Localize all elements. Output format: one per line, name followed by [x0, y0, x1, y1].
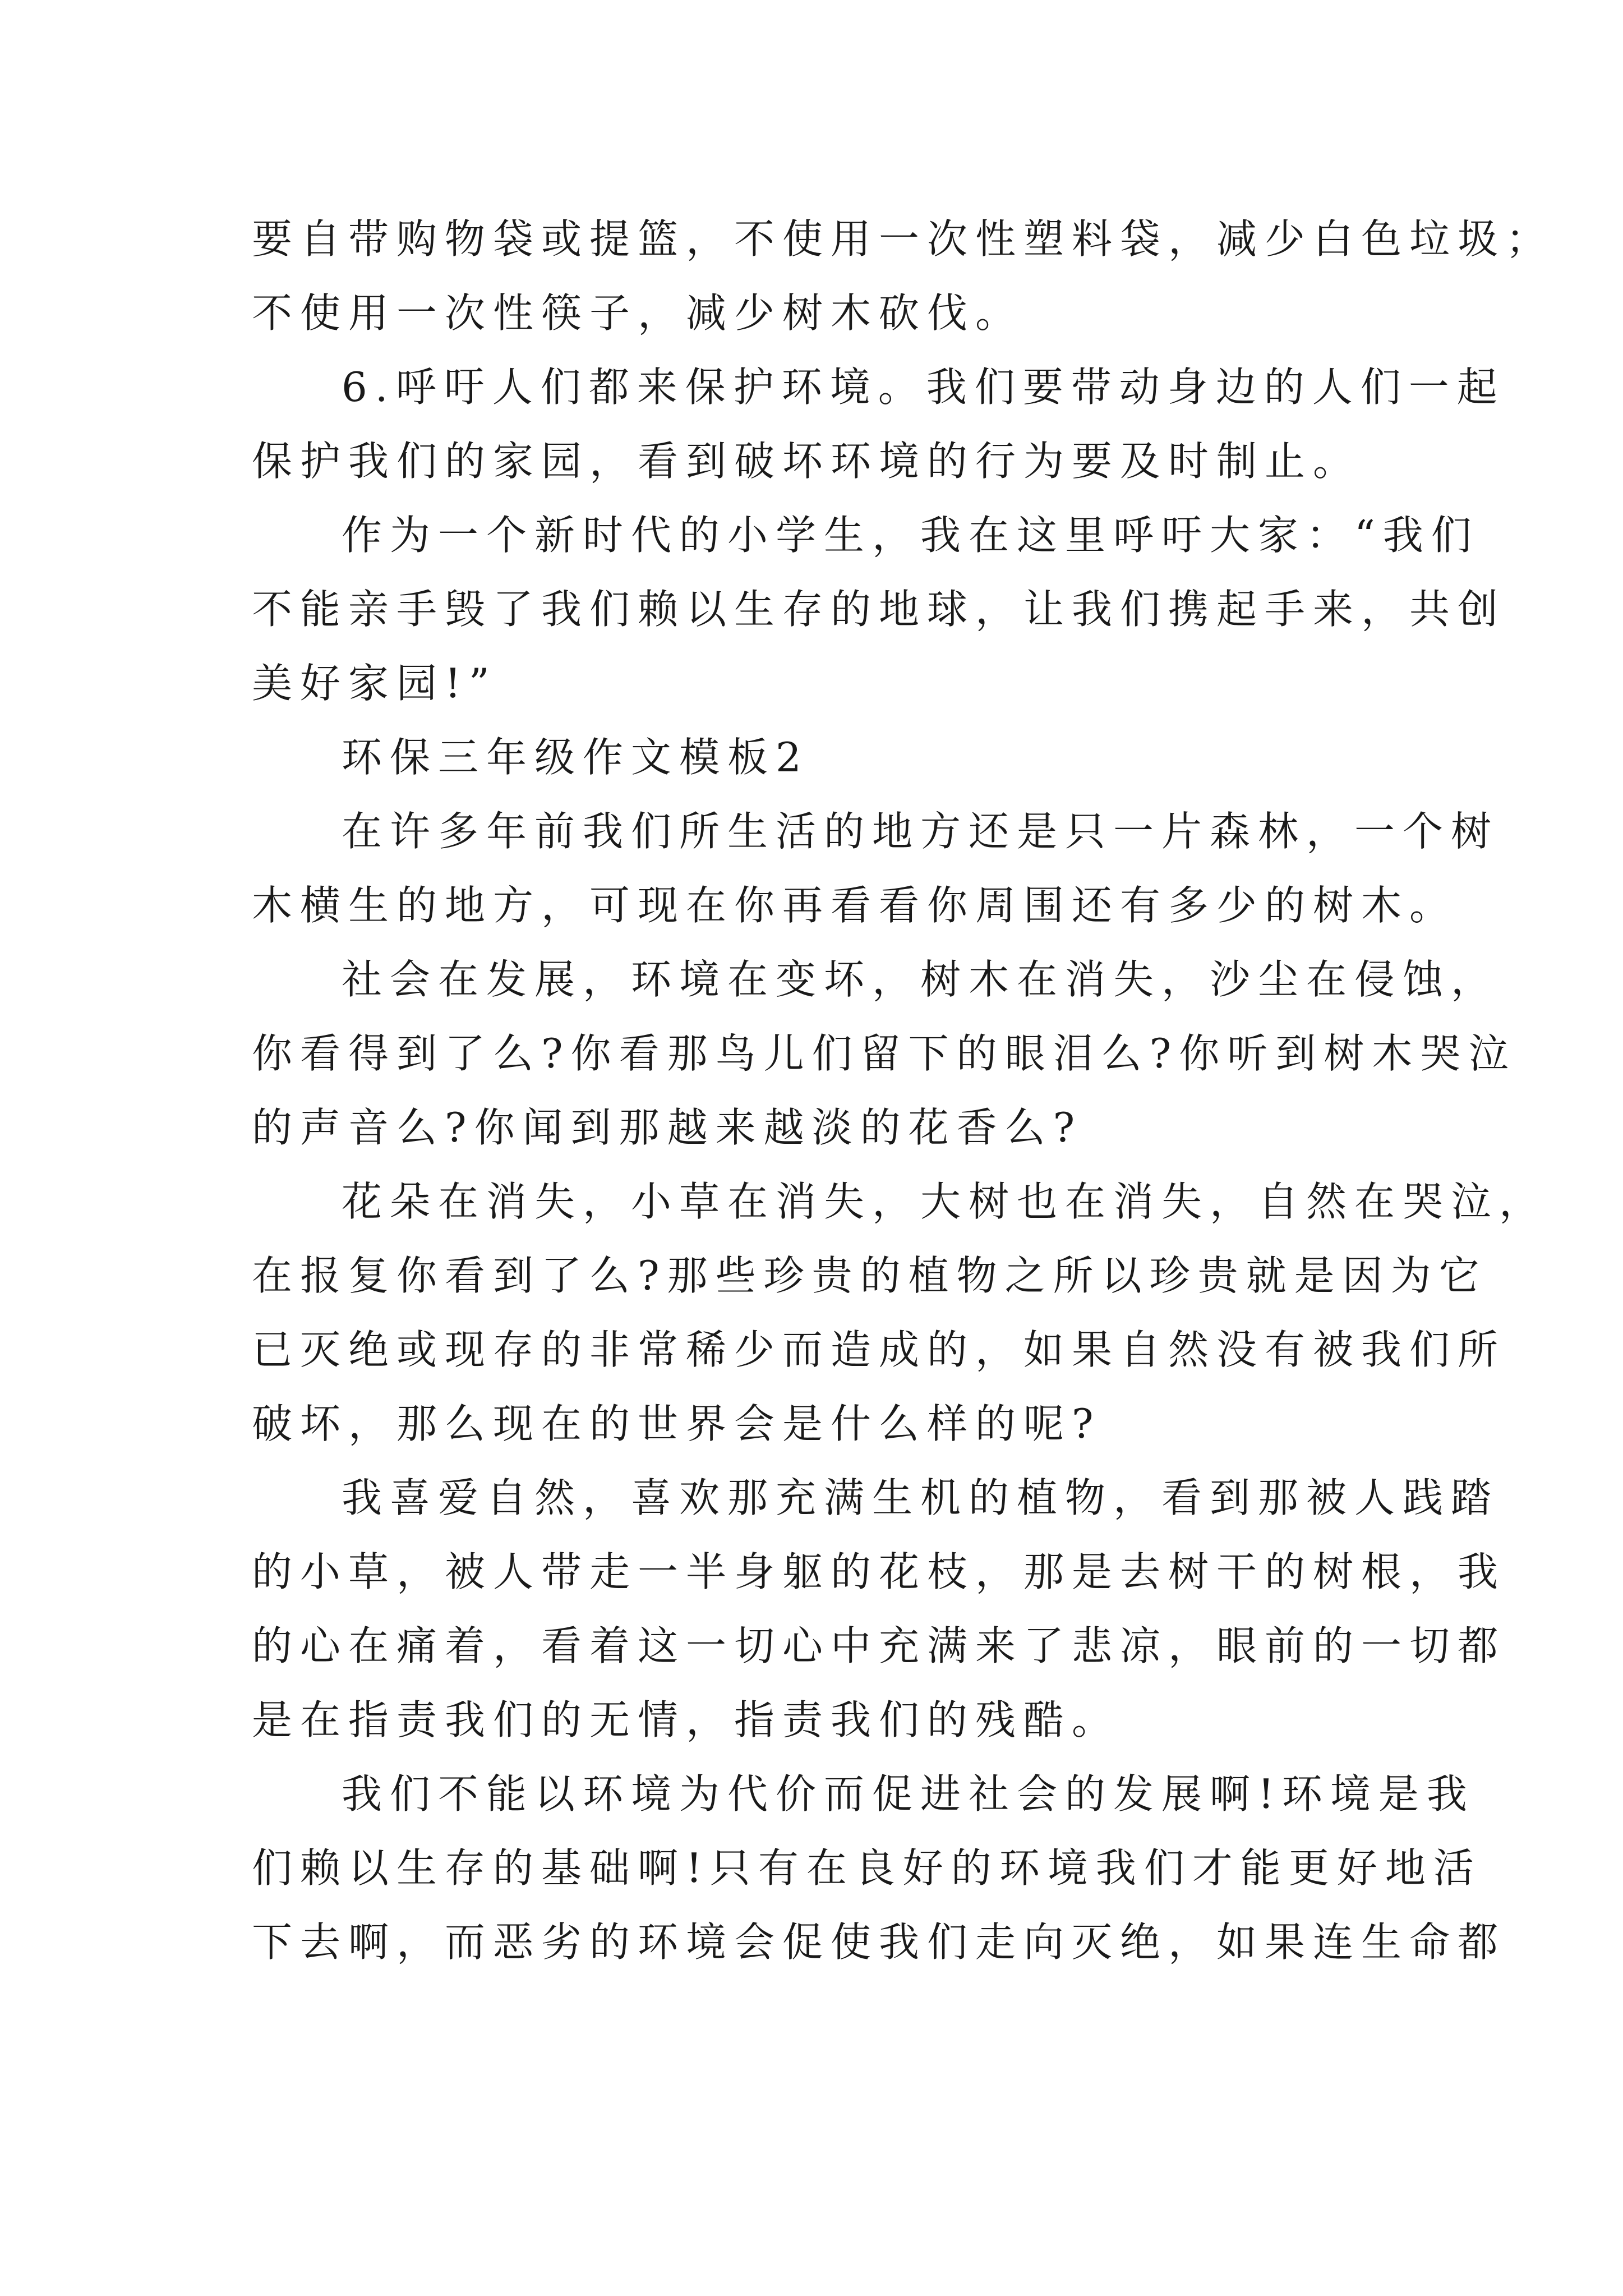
paragraph-start-line: 我们不能以环境为代价而促进社会的发展啊!环境是我 — [342, 1770, 1475, 1818]
text-line: 美好家园!” — [252, 660, 497, 707]
text-line: 要自带购物袋或提篮，不使用一次性塑料袋，减少白色垃圾； — [252, 215, 1555, 263]
text-line: 已灭绝或现存的非常稀少而造成的，如果自然没有被我们所 — [252, 1326, 1506, 1373]
paragraph-start-line: 6.呼吁人们都来保护环境。我们要带动身边的人们一起 — [342, 364, 1505, 411]
text-line: 木横生的地方，可现在你再看看你周围还有多少的树木。 — [252, 882, 1458, 929]
paragraph-start-line: 我喜爱自然，喜欢那充满生机的植物，看到那被人践踏 — [342, 1474, 1500, 1521]
paragraph-start-line: 在许多年前我们所生活的地方还是只一片森林，一个树 — [342, 808, 1500, 855]
text-line: 不使用一次性筷子，减少树木砍伐。 — [252, 289, 1024, 337]
text-line: 下去啊，而恶劣的环境会促使我们走向灭绝，如果连生命都 — [252, 1918, 1506, 1966]
text-line: 在报复你看到了么?那些珍贵的植物之所以珍贵就是因为它 — [252, 1252, 1487, 1299]
text-line: 你看得到了么?你看那鸟儿们留下的眼泪么?你听到树木哭泣 — [252, 1030, 1517, 1077]
text-line: 们赖以生存的基础啊!只有在良好的环境我们才能更好地活 — [252, 1844, 1482, 1892]
body-text — [252, 202, 1555, 1979]
text-line: 的小草，被人带走一半身躯的花枝，那是去树干的树根，我 — [252, 1548, 1506, 1595]
section-heading: 环保三年级作文模板2 — [342, 734, 809, 781]
text-line: 的心在痛着，看着这一切心中充满来了悲凉，眼前的一切都 — [252, 1622, 1506, 1669]
paragraph-start-line: 花朵在消失，小草在消失，大树也在消失，自然在哭泣， — [342, 1178, 1548, 1225]
text-line: 不能亲手毁了我们赖以生存的地球，让我们携起手来，共创 — [252, 586, 1506, 633]
text-line: 是在指责我们的无情，指责我们的残酷。 — [252, 1696, 1121, 1743]
paragraph-start-line: 作为一个新时代的小学生，我在这里呼吁大家：“我们 — [342, 512, 1479, 559]
text-line: 的声音么?你闻到那越来越淡的花香么? — [252, 1104, 1083, 1151]
text-line: 破坏，那么现在的世界会是什么样的呢? — [252, 1400, 1101, 1447]
paragraph-start-line: 社会在发展，环境在变坏，树木在消失，沙尘在侵蚀， — [342, 956, 1500, 1003]
text-line: 保护我们的家园，看到破坏环境的行为要及时制止。 — [252, 438, 1362, 485]
